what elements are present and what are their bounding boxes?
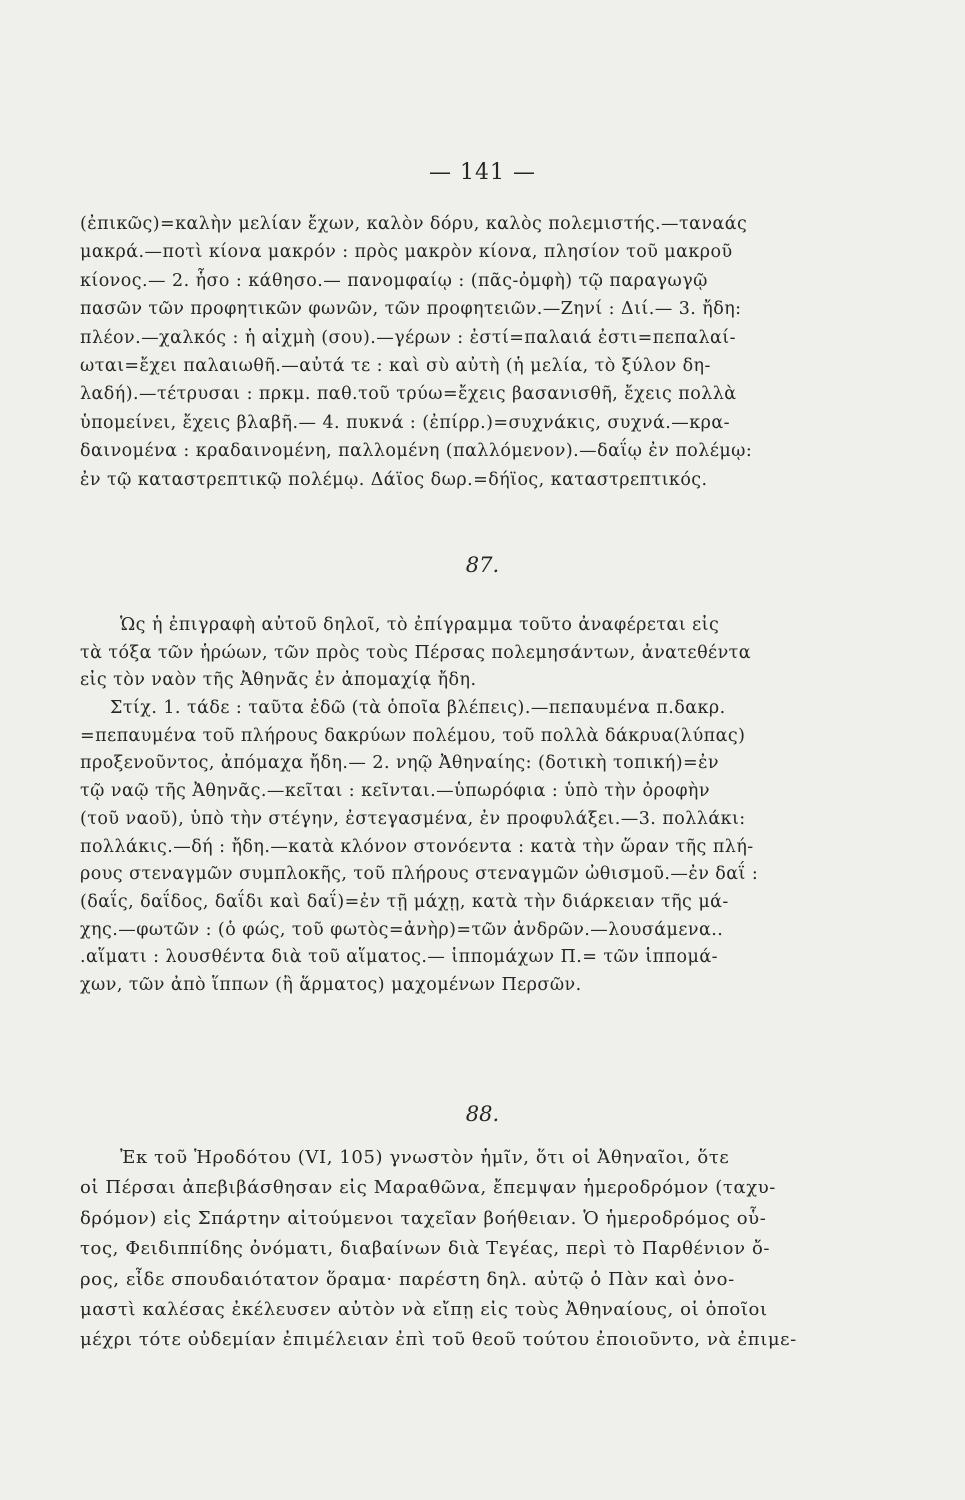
text-line: πλέον.—χαλκός : ἡ αἰχμὴ (σου).—γέρων : ἐστί=παλαιά ἐστι=πεπαλαί- [80, 327, 736, 348]
page-number: — 141 — [429, 160, 536, 185]
text-line: μακρά.—ποτὶ κίονα μακρόν : πρὸς μακρὸν κίονα, πλησίον τοῦ μακροῦ [80, 242, 733, 263]
commentary-block-88 [80, 1143, 820, 1356]
text-line: μέχρι τότε οὐδεμίαν ἐπιμέλειαν ἐπὶ τοῦ θεοῦ τούτου ἐποιοῦντο, νὰ ἐπιμε- [80, 1329, 797, 1351]
text-line: τος, Φειδιππίδης ὀνόματι, διαβαίνων διὰ Τεγέας, περὶ τὸ Παρθένιον ὄ- [80, 1238, 771, 1260]
text-line: ρος, εἶδε σπουδαιότατον ὅραμα· παρέστη δηλ. αὐτῷ ὁ Πὰν καὶ ὀνο- [80, 1268, 735, 1290]
text-line: ὑπομείνει, ἔχεις βλαβῆ.— 4. πυκνά : (ἐπίρρ.)=συχνάκις, συχνά.—κρα- [80, 412, 730, 433]
text-line: τῷ ναῷ τῆς Ἀθηνᾶς.—κεῖται : κεῖνται.—ὑπωρόφια : ὑπὸ τὴν ὀροφὴν [80, 781, 710, 802]
commentary-block-87 [80, 612, 820, 1000]
text-line: λαδή).—τέτρυσαι : πρκμ. παθ.τοῦ τρύω=ἔχεις βασανισθῆ, ἔχεις πολλὰ [80, 384, 737, 405]
text-line: ρους στεναγμῶν συμπλοκῆς, τοῦ πλήρους στεναγμῶν ὠθισμοῦ.—ἐν δαΐ : [80, 864, 759, 885]
text-line: πολλάκις.—δή : ἤδη.—κατὰ κλόνον στονόεντα : κατὰ τὴν ὥραν τῆς πλή- [80, 836, 754, 857]
section-heading-88: 88. [465, 1102, 500, 1126]
text-line: χων, τῶν ἀπὸ ἵππων (ἢ ἅρματος) μαχομένων Περσῶν. [80, 974, 582, 995]
text-line: ἐν τῷ καταστρεπτικῷ πολέμῳ. Δάϊος δωρ.=δήϊος, καταστρεπτικός. [80, 469, 708, 490]
text-line: κίονος.— 2. ἧσο : κάθησο.— πανομφαίῳ : (πᾶς-ὀμφὴ) τῷ παραγωγῷ [80, 270, 708, 291]
text-line: Ὡς ἡ ἐπιγραφὴ αὐτοῦ δηλοῖ, τὸ ἐπίγραμμα τοῦτο ἀναφέρεται εἰς [120, 615, 720, 635]
text-line: χης.—φωτῶν : (ὁ φώς, τοῦ φωτὸς=ἀνὴρ)=τῶν ἀνδρῶν.—λουσάμενα.. [80, 919, 724, 940]
text-line: τὰ τόξα τῶν ἡρώων, τῶν πρὸς τοὺς Πέρσας πολεμησάντων, ἀνατεθέντα [80, 642, 752, 663]
text-line: δρόμον) εἰς Σπάρτην αἰτούμενοι ταχεῖαν βοήθειαν. Ὁ ἡμεροδρόμος οὗ- [80, 1207, 767, 1229]
text-line: εἰς τὸν ναὸν τῆς Ἀθηνᾶς ἐν ἀπομαχίᾳ ἤδη. [80, 670, 477, 691]
text-line: μαστὶ καλέσας ἐκέλευσεν αὐτὸν νὰ εἴπῃ εἰς τοὺς Ἀθηναίους, οἱ ὁποῖοι [80, 1298, 768, 1320]
text-line: .αἵματι : λουσθέντα διὰ τοῦ αἵματος.— ἱππομάχων Π.= τῶν ἱππομά- [80, 947, 718, 968]
text-line: Ἐκ τοῦ Ἡροδότου (VI, 105) γνωστὸν ἡμῖν, ὅτι οἱ Ἀθηναῖοι, ὅτε [120, 1147, 730, 1168]
text-line: (δαΐς, δαΐδος, δαΐδι καὶ δαΐ)=ἐν τῇ μάχῃ, κατὰ τὴν διάρκειαν τῆς μά- [80, 891, 729, 912]
commentary-block-86 [80, 210, 820, 494]
text-line: =πεπαυμένα τοῦ πλήρους δακρύων πολέμου, τοῦ πολλὰ δάκρυα(λύπας) [80, 725, 746, 746]
text-line: δαινομένα : κραδαινομένη, παλλομένη (παλλόμενον).—δαΐῳ ἐν πολέμῳ: [80, 441, 753, 462]
text-line: (ἐπικῶς)=καλὴν μελίαν ἔχων, καλὸν δόρυ, καλὸς πολεμιστής.—ταναάς [80, 214, 748, 234]
text-line: οἱ Πέρσαι ἀπεβιβάσθησαν εἰς Μαραθῶνα, ἔπεμψαν ἡμεροδρόμον (ταχυ- [80, 1177, 776, 1199]
text-line: Στίχ. 1. τάδε : ταῦτα ἐδῶ (τὰ ὁποῖα βλέπεις).—πεπαυμένα π.δακρ. [110, 698, 726, 719]
section-heading-87: 87. [465, 553, 500, 577]
text-line: ωται=ἔχει παλαιωθῆ.—αὐτά τε : καὶ σὺ αὐτὴ (ἡ μελία, τὸ ξύλον δη- [80, 355, 711, 376]
text-line: πασῶν τῶν προφητικῶν φωνῶν, τῶν προφητειῶν.—Ζηνί : Διί.— 3. ἤδη: [80, 299, 742, 320]
text-line: (τοῦ ναοῦ), ὑπὸ τὴν στέγην, ἐστεγασμένα, ἐν προφυλάξει.—3. πολλάκι: [80, 808, 746, 829]
text-line: προξενοῦντος, ἀπόμαχα ἤδη.— 2. νηῷ Ἀθηναίης: (δοτικὴ τοπική)=ἐν [80, 753, 720, 774]
